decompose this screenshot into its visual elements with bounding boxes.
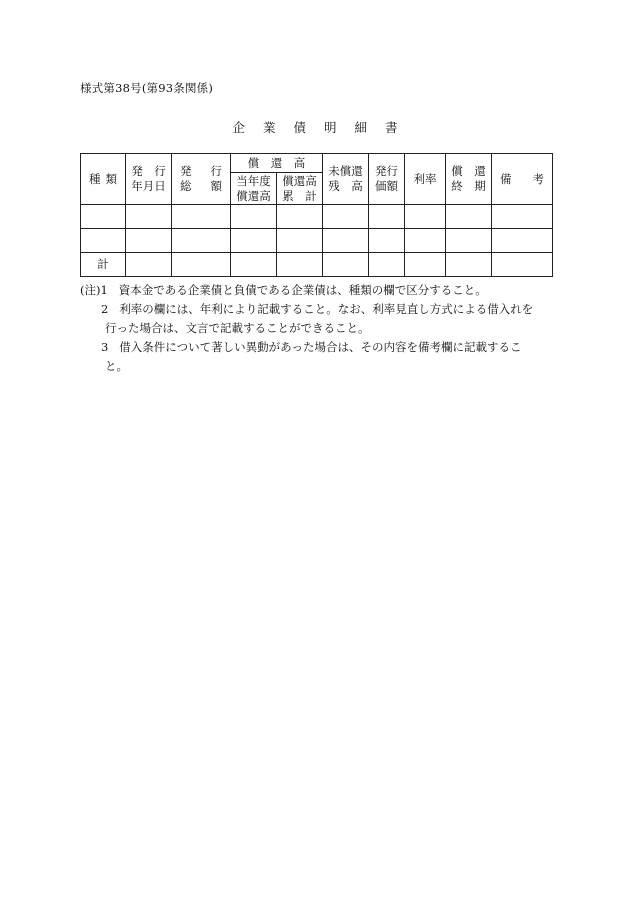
bond-detail-table bbox=[80, 153, 553, 277]
note-number: 2 bbox=[101, 302, 109, 316]
cell bbox=[277, 205, 323, 229]
cell bbox=[231, 205, 277, 229]
cell bbox=[172, 253, 231, 277]
cell bbox=[323, 205, 369, 229]
form-number: 様式第38号(第93条関係) bbox=[80, 81, 214, 95]
header-current-year-redemption: 当年度 償還高 bbox=[231, 173, 277, 205]
note-text: 資本金である企業債と負債である企業債は、種類の欄で区分すること。 bbox=[118, 283, 487, 297]
header-issue-date: 発 行 年月日 bbox=[126, 154, 172, 205]
header-total-issue: 発 行 総 額 bbox=[172, 154, 231, 205]
cell bbox=[323, 253, 369, 277]
title-char: 業 bbox=[262, 120, 276, 135]
cell bbox=[405, 253, 446, 277]
cell bbox=[369, 205, 405, 229]
cell bbox=[126, 205, 172, 229]
cell bbox=[405, 205, 446, 229]
note-number: 1 bbox=[100, 283, 108, 297]
table-row bbox=[81, 205, 553, 229]
cell bbox=[492, 229, 553, 253]
cell bbox=[492, 205, 553, 229]
note-text: と。 bbox=[105, 359, 128, 373]
cell bbox=[126, 229, 172, 253]
header-remarks: 備 考 bbox=[492, 154, 553, 205]
cell bbox=[323, 229, 369, 253]
cell bbox=[369, 229, 405, 253]
note-continuation bbox=[80, 319, 552, 338]
header-cumulative-redemption: 償還高 累 計 bbox=[277, 173, 323, 205]
header-redemption-group: 償 還 高 bbox=[231, 154, 323, 173]
header-unredeemed-balance: 未償還 残 高 bbox=[323, 154, 369, 205]
cell bbox=[172, 205, 231, 229]
header-type: 種 類 bbox=[81, 154, 126, 205]
title-char: 書 bbox=[385, 120, 398, 135]
cell bbox=[446, 229, 492, 253]
cell bbox=[369, 253, 405, 277]
cell bbox=[172, 229, 231, 253]
notes-section bbox=[80, 281, 552, 376]
note-continuation bbox=[80, 357, 552, 376]
title-char: 債 bbox=[293, 120, 306, 135]
note-item-1 bbox=[80, 281, 552, 300]
cell bbox=[277, 253, 323, 277]
document-title bbox=[80, 118, 550, 136]
title-char: 企 bbox=[232, 120, 245, 135]
cell bbox=[126, 253, 172, 277]
note-item-2 bbox=[80, 300, 552, 319]
note-text: 利率の欄には、年利により記載すること。なお、利率見直し方式による借入れを bbox=[119, 302, 534, 316]
header-redemption-term: 償 還 終 期 bbox=[446, 154, 492, 205]
note-item-3 bbox=[80, 338, 552, 357]
cell bbox=[81, 205, 126, 229]
cell bbox=[231, 253, 277, 277]
notes-prefix: (注) bbox=[80, 283, 101, 297]
cell bbox=[405, 229, 446, 253]
cell bbox=[277, 229, 323, 253]
cell bbox=[492, 253, 553, 277]
title-char: 明 bbox=[324, 120, 337, 135]
cell bbox=[81, 229, 126, 253]
note-text: 行った場合は、文言で記載することができること。 bbox=[105, 321, 370, 335]
header-issue-price: 発行 価額 bbox=[369, 154, 405, 205]
header-interest-rate: 利率 bbox=[405, 154, 446, 205]
cell bbox=[446, 253, 492, 277]
note-text: 借入条件について著しい異動があった場合は、その内容を備考欄に記載するこ bbox=[119, 340, 522, 354]
note-number: 3 bbox=[101, 340, 109, 354]
cell bbox=[231, 229, 277, 253]
table-row bbox=[81, 229, 553, 253]
cell bbox=[446, 205, 492, 229]
total-row bbox=[81, 253, 553, 277]
title-char: 細 bbox=[354, 120, 368, 135]
total-label: 計 bbox=[81, 253, 126, 277]
